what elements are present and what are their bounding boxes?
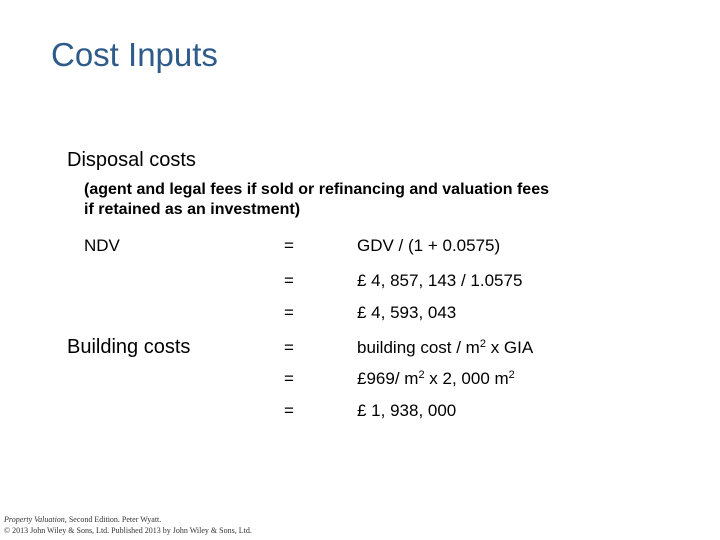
disposal-note-line-2: if retained as an investment): [84, 201, 301, 218]
building-row-2-text-a: £969/ m: [357, 369, 419, 388]
copyright-footer: [4, 514, 252, 536]
building-row-2-equals: =: [284, 369, 294, 388]
disposal-note-line-1: (agent and legal fees if sold or refinancing and valuation fees: [84, 181, 549, 198]
building-row-3-expression: £ 1, 938, 000: [357, 401, 457, 420]
slide-title: Cost Inputs: [51, 36, 218, 73]
ndv-row-2-expression: £ 4, 857, 143 / 1.0575: [357, 271, 523, 290]
building-row-1-expression: [357, 338, 533, 358]
building-row-2-expression: [357, 369, 515, 389]
building-row-3-equals: =: [284, 401, 294, 420]
footer-line-1: [4, 514, 252, 525]
disposal-costs-note: [84, 180, 684, 220]
building-row-1-equals: =: [284, 338, 294, 357]
ndv-row-2-equals: =: [284, 271, 294, 290]
footer-edition: Second Edition. Peter Wyatt.: [66, 515, 162, 524]
ndv-row-3-equals: =: [284, 303, 294, 322]
building-row-1-text-b: x GIA: [485, 338, 534, 357]
ndv-row-1-equals: =: [284, 236, 294, 255]
building-row-2-superscript-2: 2: [508, 369, 515, 381]
ndv-label: NDV: [84, 236, 120, 255]
building-row-2-text-b: x 2, 000 m: [424, 369, 509, 388]
ndv-row-3-expression: £ 4, 593, 043: [357, 303, 457, 322]
footer-line-2: © 2013 John Wiley & Sons, Ltd. Published 2013 by John Wiley & Sons, Ltd.: [4, 526, 252, 535]
building-row-1-text-a: building cost / m: [357, 338, 480, 357]
footer-book-title: Property Valuation,: [4, 515, 67, 524]
disposal-costs-heading: Disposal costs: [67, 149, 196, 171]
ndv-row-1-expression: GDV / (1 + 0.0575): [357, 236, 501, 255]
building-row-2-superscript-1: 2: [418, 369, 425, 381]
building-costs-label: Building costs: [67, 336, 191, 358]
building-row-1-superscript: 2: [479, 338, 486, 350]
